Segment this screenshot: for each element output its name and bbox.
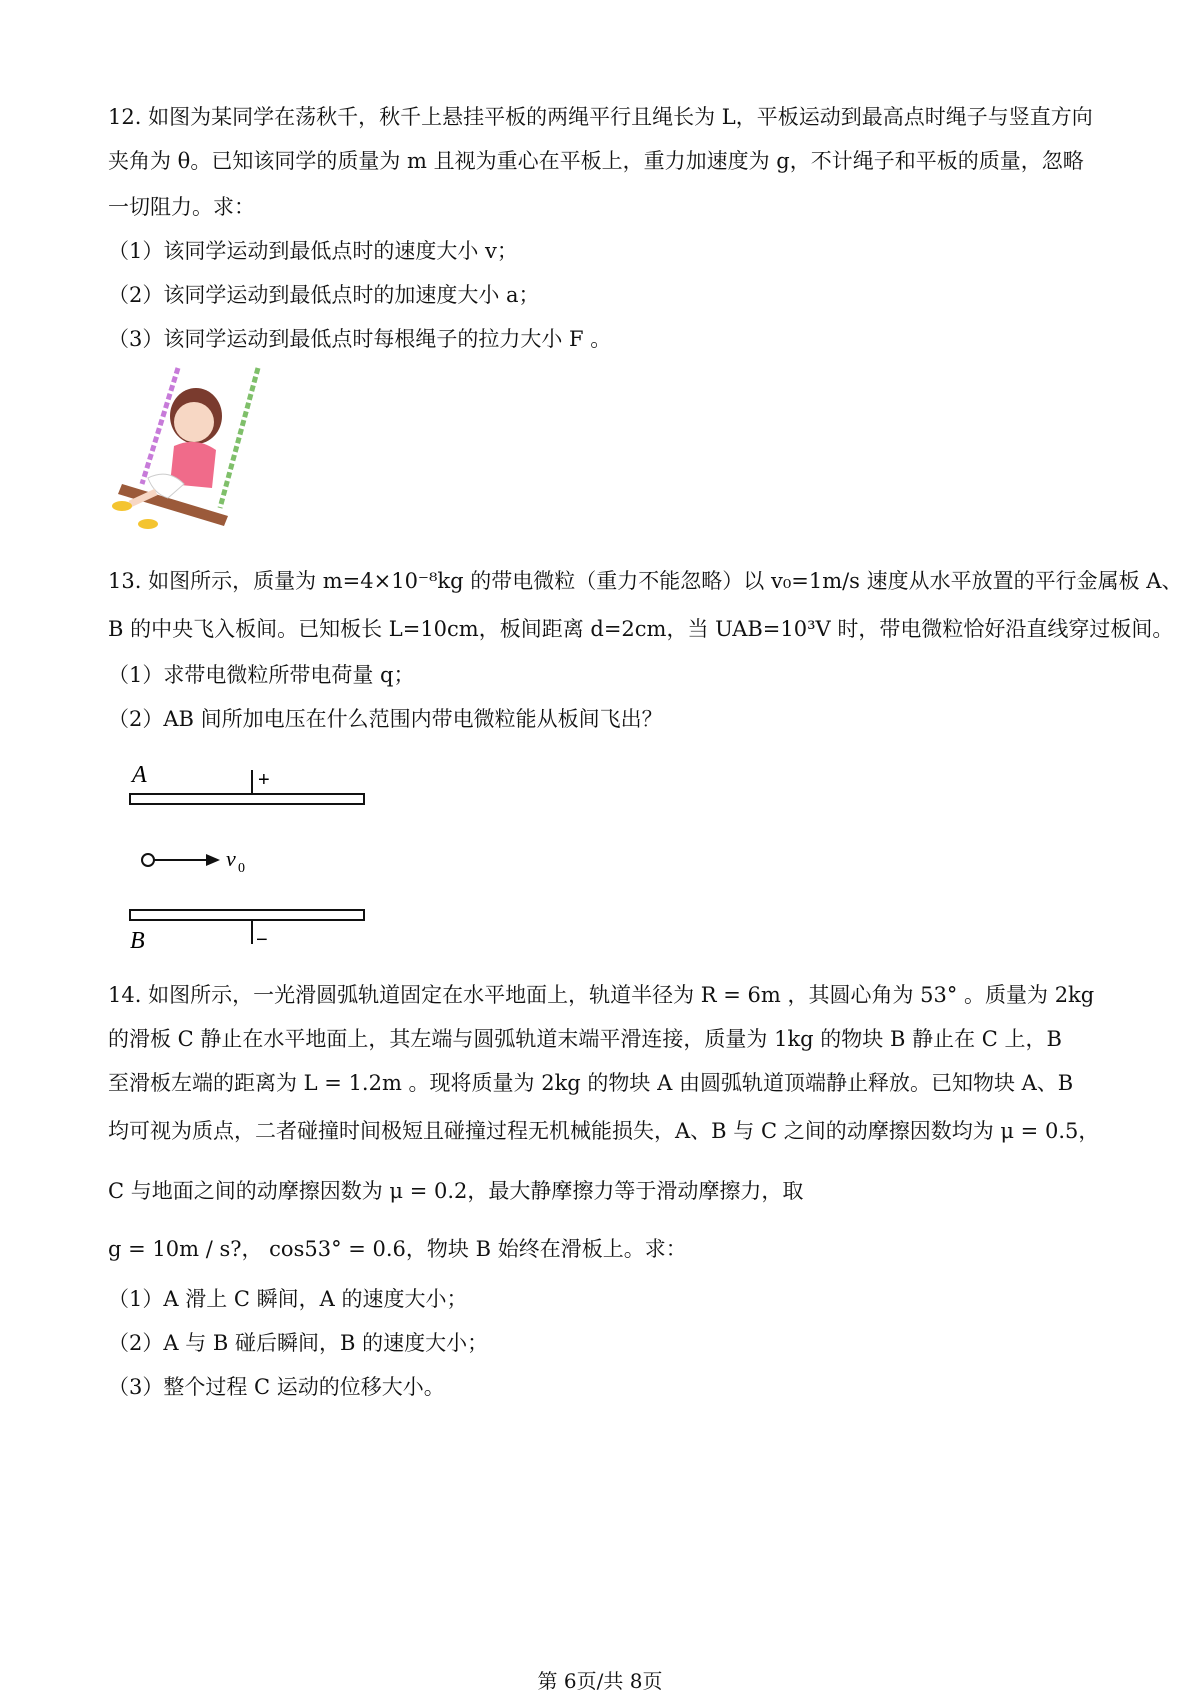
q14-subquestion-1: （1）A 滑上 C 瞬间，A 的速度大小；: [108, 1287, 468, 1311]
q13-subquestion-1: （1）求带电微粒所带电荷量 q；: [108, 663, 415, 687]
velocity-subscript: 0: [238, 861, 245, 876]
q14-line-1: 14. 如图所示，一光滑圆弧轨道固定在水平地面上，轨道半径为 R = 6m ，其圆心角为 53° 。质量为 2kg: [108, 983, 1095, 1007]
q13-line-1: 13. 如图所示，质量为 m=4×10⁻⁸kg 的带电微粒（重力不能忽略）以 v₀=1m/s 速度从水平放置的平行金属板 A、: [108, 569, 1183, 593]
girl-face: [174, 402, 214, 442]
plate-b-label: B: [130, 928, 145, 954]
q12-line-2: 夹角为 θ。已知该同学的质量为 m 且视为重心在平板上，重力加速度为 g，不计绳子和平板的质量，忽略: [108, 149, 1084, 173]
q14-line-4: 均可视为质点，二者碰撞时间极短且碰撞过程无机械能损失，A、B 与 C 之间的动摩擦因数均为 μ = 0.5，: [108, 1119, 1100, 1143]
q13-subquestion-2: （2）AB 间所加电压在什么范围内带电微粒能从板间飞出？: [108, 707, 663, 731]
q12-subquestion-1: （1）该同学运动到最低点时的速度大小 v；: [108, 239, 518, 263]
charged-particle: [142, 854, 154, 866]
q12-subquestion-3: （3）该同学运动到最低点时每根绳子的拉力大小 F 。: [108, 327, 612, 351]
girl-shoe: [112, 501, 132, 511]
swing-girl-illustration: [108, 366, 268, 536]
q12-line-1: 12. 如图为某同学在荡秋千，秋千上悬挂平板的两绳平行且绳长为 L，平板运动到最高点时绳子与竖直方向: [108, 105, 1093, 129]
q12-subquestion-2: （2）该同学运动到最低点时的加速度大小 a；: [108, 283, 540, 307]
plate-a-plus-sign: +: [258, 769, 270, 791]
swing-rope-right: [220, 368, 258, 508]
plate-a-label: A: [132, 762, 147, 788]
plate-b: [130, 910, 364, 920]
q14-subquestion-3: （3）整个过程 C 运动的位移大小。: [108, 1375, 445, 1399]
q14-line-2: 的滑板 C 静止在水平地面上，其左端与圆弧轨道末端平滑连接，质量为 1kg 的物块 B 静止在 C 上，B: [108, 1027, 1062, 1051]
parallel-plates-figure: [128, 756, 388, 956]
q14-subquestion-2: （2）A 与 B 碰后瞬间，B 的速度大小；: [108, 1331, 489, 1355]
q14-line-5: C 与地面之间的动摩擦因数为 μ = 0.2，最大静摩擦力等于滑动摩擦力，取: [108, 1179, 804, 1203]
q13-line-2: B 的中央飞入板间。已知板长 L=10cm，板间距离 d=2cm，当 UAB=10³V 时，带电微粒恰好沿直线穿过板间。: [108, 617, 1174, 641]
plate-a: [130, 794, 364, 804]
q14-line-6: g = 10m / s?， cos53° = 0.6，物块 B 始终在滑板上。求：: [108, 1237, 687, 1261]
page-number-footer: 第 6页/共 8页: [537, 1669, 663, 1693]
velocity-label: v: [226, 846, 236, 871]
q14-line-3: 至滑板左端的距离为 L = 1.2m 。现将质量为 2kg 的物块 A 由圆弧轨道顶端静止释放。已知物块 A、B: [108, 1071, 1074, 1095]
girl-shoe-2: [138, 519, 158, 529]
plate-b-minus-sign: −: [256, 929, 268, 951]
q12-line-3: 一切阻力。求：: [108, 195, 255, 219]
velocity-arrow-head: [206, 854, 220, 866]
